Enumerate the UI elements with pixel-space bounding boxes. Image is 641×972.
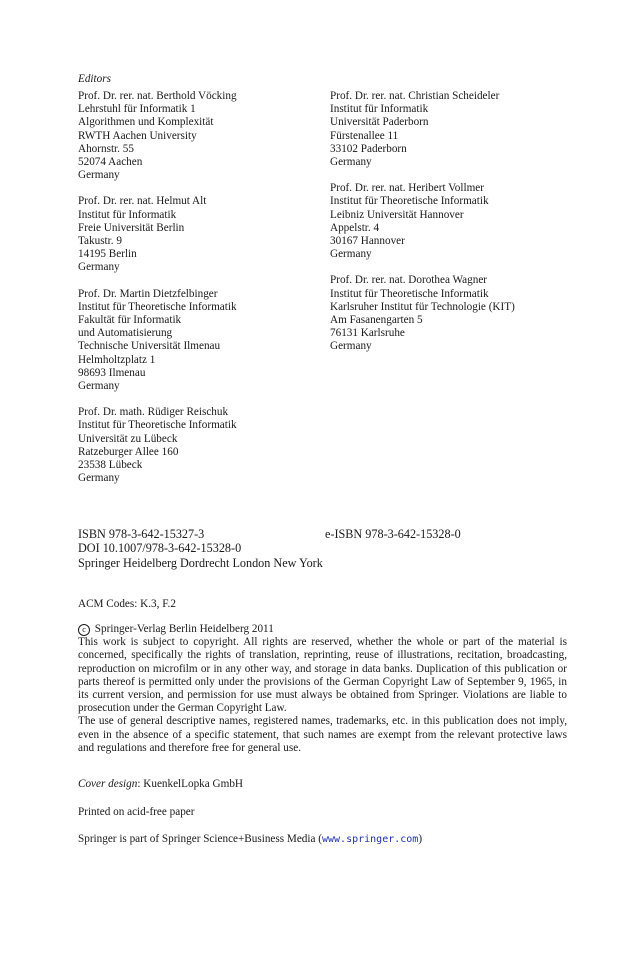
copyright-holder: Springer-Verlag Berlin Heidelberg 2011 xyxy=(94,623,274,635)
springer-text: Springer is part of Springer Science+Business Media ( xyxy=(78,833,322,845)
editor-name: Prof. Dr. rer. nat. Helmut Alt xyxy=(78,195,207,208)
trademark-notice: The use of general descriptive names, registered names, trademarks, etc. in this publication does not imply, even in the absence of a specific statement, that such names are exempt from the relevant protective laws and regulations and therefore free for general use. xyxy=(78,715,567,754)
editors-right-column xyxy=(330,90,630,367)
editor-address-line: Technische Universität Ilmenau xyxy=(78,340,221,353)
editor-address-line: 76131 Karlsruhe xyxy=(330,327,405,340)
editor-address-line: Germany xyxy=(330,340,372,353)
editor-address xyxy=(330,182,630,261)
doi: DOI 10.1007/978-3-642-15328-0 xyxy=(78,541,242,556)
springer-link[interactable]: www.springer.com xyxy=(322,834,419,845)
editor-address-line: Universität Paderborn xyxy=(330,116,429,129)
copyright-block xyxy=(78,623,567,755)
editor-address-line: Germany xyxy=(78,261,120,274)
editor-address-line: Freie Universität Berlin xyxy=(78,221,185,234)
copyright-line xyxy=(78,623,567,636)
editor-name: Prof. Dr. rer. nat. Christian Scheideler xyxy=(330,90,500,102)
editor-address xyxy=(330,90,630,169)
editor-address xyxy=(330,274,630,353)
editor-address-line: Germany xyxy=(78,380,120,393)
editor-address xyxy=(78,406,328,485)
springer-close: ) xyxy=(418,833,423,845)
editor-address-line: Germany xyxy=(78,472,120,485)
e-isbn: e-ISBN 978-3-642-15328-0 xyxy=(325,527,461,541)
editor-address-line: Leibniz Universität Hannover xyxy=(330,208,464,221)
editor-address-line: Lehrstuhl für Informatik 1 xyxy=(78,103,196,116)
editor-address-line: 52074 Aachen xyxy=(78,156,143,169)
cover-design-value: : KuenkelLopka GmbH xyxy=(137,778,243,790)
editor-address-line: 33102 Paderborn xyxy=(330,142,407,155)
editor-address-line: RWTH Aachen University xyxy=(78,129,197,142)
editor-address-line: Ahornstr. 55 xyxy=(78,142,134,155)
editor-address-line: Institut für Theoretische Informatik xyxy=(330,287,489,300)
editor-address-line: Institut für Theoretische Informatik xyxy=(78,300,237,313)
editor-name: Prof. Dr. rer. nat. Berthold Vöcking xyxy=(78,90,237,102)
editor-address-line: Karlsruher Institut für Technologie (KIT) xyxy=(330,300,515,313)
publisher-cities: Springer Heidelberg Dordrecht London New York xyxy=(78,555,323,570)
editor-address-line: 23538 Lübeck xyxy=(78,459,143,472)
cover-design xyxy=(78,778,243,791)
editor-address-line: Ratzeburger Allee 160 xyxy=(78,445,179,458)
editor-address-line: Fakultät für Informatik xyxy=(78,314,182,327)
editor-name: Prof. Dr. rer. nat. Heribert Vollmer xyxy=(330,182,484,195)
editor-address-line: 14195 Berlin xyxy=(78,248,137,261)
editor-address-line: Germany xyxy=(330,248,372,261)
editor-address-line: Appelstr. 4 xyxy=(330,221,380,234)
editor-address-line: Germany xyxy=(78,169,120,182)
isbn-block xyxy=(78,527,578,570)
editor-address-line: Algorithmen und Komplexität xyxy=(78,116,214,129)
editor-address-line: Fürstenallee 11 xyxy=(330,129,399,142)
editor-address-line: Institut für Theoretische Informatik xyxy=(330,195,489,208)
editor-address-line: und Automatisierung xyxy=(78,327,173,340)
springer-note xyxy=(78,833,422,846)
editor-address-line: Universität zu Lübeck xyxy=(78,432,178,445)
copyright-notice: This work is subject to copyright. All rights are reserved, whether the whole or part of the material is concerned, specifically the rights of translation, reprinting, reuse of illustrations, recitation, broadcasting, reproduction on microfilm or in any other way, and storage in data banks. Duplication of this publication or parts thereof is permitted only under the provisions of the German Copyright Law of September 9, 1965, in its current version, and permission for use must always be obtained from Springer. Violations are liable to prosecution under the German Copyright Law. xyxy=(78,636,567,715)
editor-address-line: Institut für Informatik xyxy=(78,208,177,221)
isbn: ISBN 978-3-642-15327-3 xyxy=(78,527,205,541)
editor-name: Prof. Dr. rer. nat. Dorothea Wagner xyxy=(330,274,488,287)
cover-design-label: Cover design xyxy=(78,778,138,790)
editor-address-line: Institut für Theoretische Informatik xyxy=(78,419,237,432)
editor-address-line: Germany xyxy=(330,156,372,169)
editor-address-line: Takustr. 9 xyxy=(78,235,122,248)
editor-address-line: Am Fasanengarten 5 xyxy=(330,314,423,327)
printed-note: Printed on acid-free paper xyxy=(78,806,195,818)
editor-address-line: 30167 Hannover xyxy=(330,235,405,248)
editors-heading: Editors xyxy=(78,73,111,85)
copyright-icon: c xyxy=(78,624,90,636)
editor-address-line: 98693 Ilmenau xyxy=(78,366,146,379)
editor-address xyxy=(78,195,328,274)
acm-codes: ACM Codes: K.3, F.2 xyxy=(78,598,176,610)
editors-left-column xyxy=(78,90,328,498)
editor-address-line: Helmholtzplatz 1 xyxy=(78,353,156,366)
editor-name: Prof. Dr. math. Rüdiger Reischuk xyxy=(78,406,229,419)
editor-address xyxy=(78,288,328,394)
editor-address-line: Institut für Informatik xyxy=(330,103,429,116)
editor-address xyxy=(78,90,328,182)
editor-name: Prof. Dr. Martin Dietzfelbinger xyxy=(78,287,218,300)
